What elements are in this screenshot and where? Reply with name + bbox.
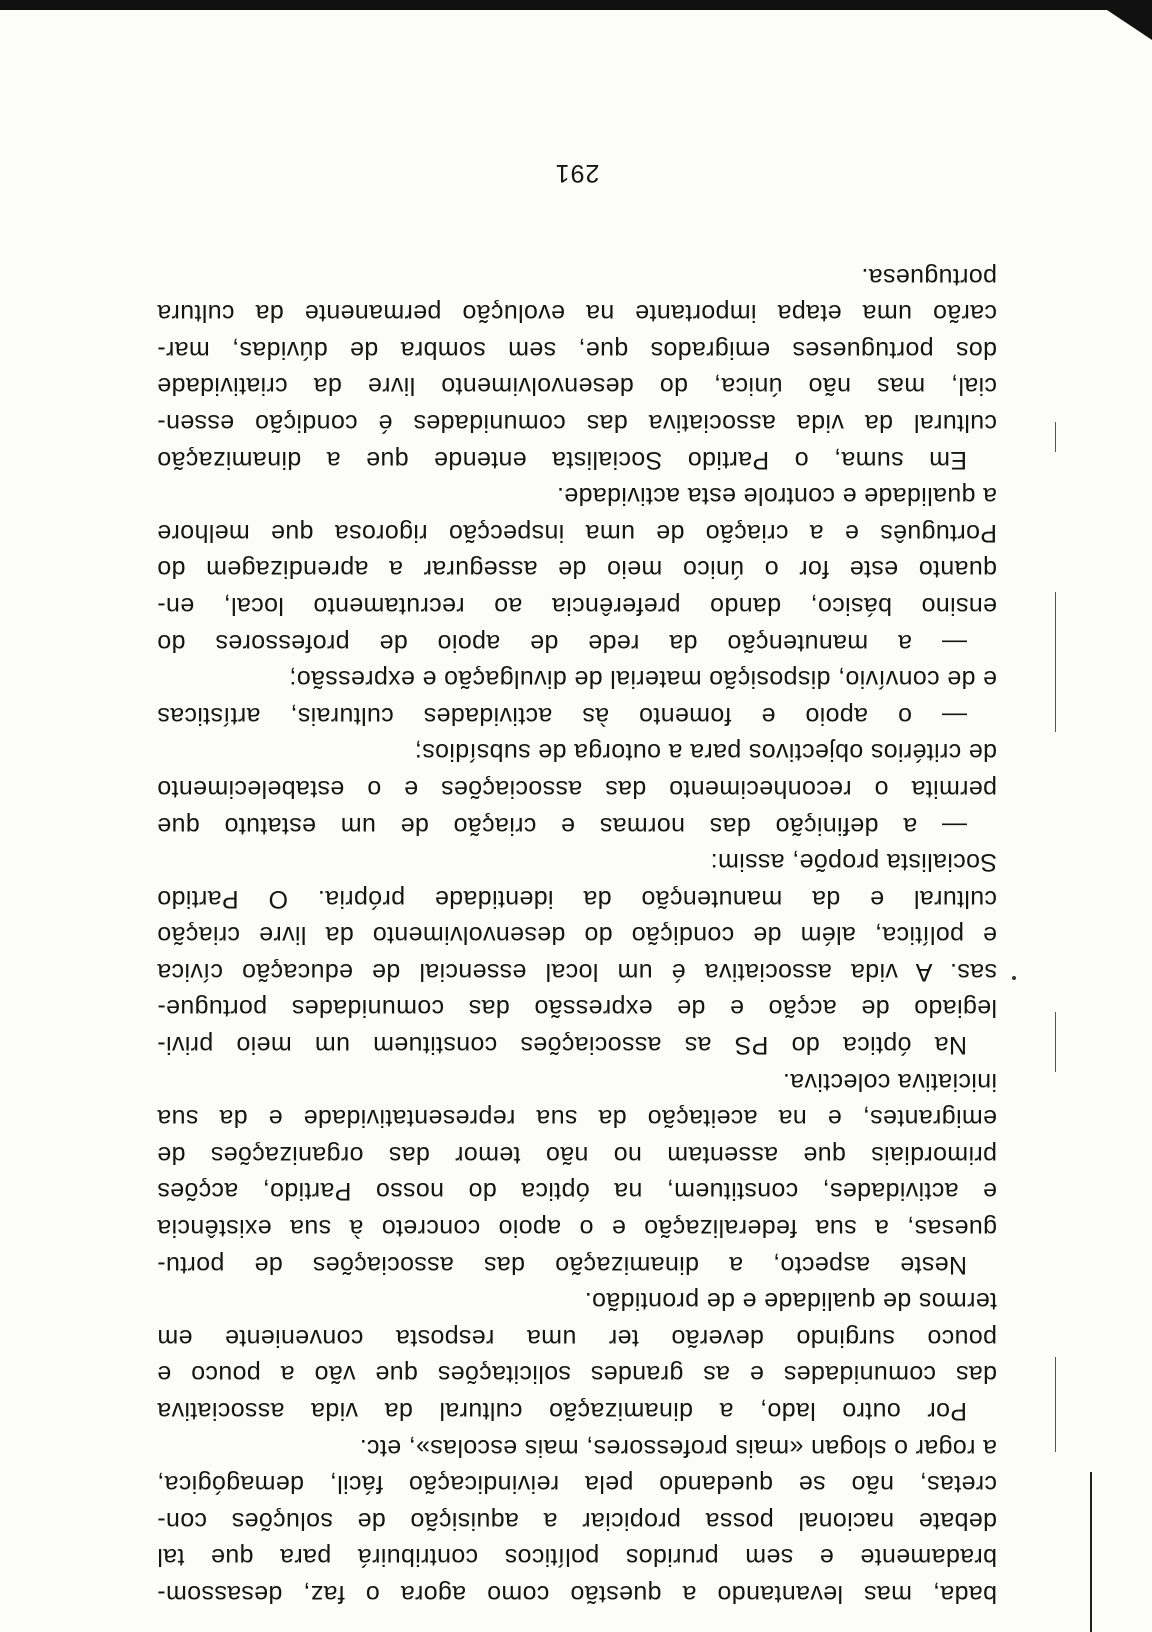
edge-mark [1055,592,1056,732]
text-line: — o apoio e fomento às actividades culturais, artísticas [157,701,967,730]
text-line: iniciativa colectiva. [782,1067,997,1096]
page-number: 291 [554,159,600,187]
text-line: emigrantes, e na aceitação da sua representatividade e da sua [157,1104,997,1133]
text-line: Por outro lado, a dinamização cultural da vida associativa [157,1397,967,1426]
text-line: cretas, não se quedando pela reivindicação fácil, demagógica, [157,1470,997,1499]
text-line: bradamente e sem pruridos políticos contribuirá para que tal [157,1543,997,1572]
text-line: termos de qualidade e de prontidão. [584,1287,997,1316]
text-line: Socialista propõe, assim: [710,848,997,877]
body-text [157,258,997,1612]
text-line: das comunidades e as grandes solicitações que vão a pouco e [157,1360,997,1389]
text-line: Na óptica do PS as associações constituem um meio privi- [157,1031,967,1060]
text-line: pouco surgindo deverão ter uma resposta conveniente em [157,1323,997,1352]
scan-edge-bar [0,0,1152,10]
text-line: debate nacional possa propiciar a aquisição de soluções con- [157,1506,997,1535]
text-line: carão uma etapa importante na evolução permanente da cultura [157,299,997,328]
text-line: e de convívio, disposição material de divulgação e expressão; [289,665,997,694]
edge-mark [1055,1012,1056,1072]
text-line: bada, mas levantando a questão como agora o faz, desassom- [157,1580,997,1608]
text-line: legiado de acção e de expressão das comunidades portugue- [157,994,997,1023]
text-line: a qualidade e controle esta actividade. [556,482,997,511]
text-line: primordiais que assentam no não temor das organizações de [157,1140,997,1169]
text-line: cultural da vida associativa das comunidades é condição essen- [157,409,997,437]
text-line: portuguesa. [861,262,997,291]
text-line: permita o reconhecimento das associações e o estabelecimento [157,774,997,803]
text-line: a rogar o slogan «mais professores, mais escolas», etc. [359,1433,997,1462]
binding-shadow-line [1090,1472,1092,1632]
text-line: quanto este for o único meio de assegurar a aprendizagem do [157,555,997,584]
text-line: — a definição das normas e criação de um estatuto que [157,811,967,840]
text-line: guesas, a sua federalização e o apoio concreto à sua existência [157,1214,997,1243]
text-line: Português e a criação de uma inspecção rigorosa que melhore [157,518,997,547]
text-line: cial, mas não única, do desenvolvimento livre da criatividade [157,372,997,401]
text-line: Neste aspecto, a dinamização das associações de portu- [157,1250,967,1279]
text-line: Em suma, o Partido Socialista entende que a dinamização [157,445,967,474]
text-line: cultural e da manutenção da identidade própria. O Partido [157,884,997,913]
scan-corner-shadow [1092,0,1152,40]
text-line: — a manutenção da rede de apoio de professores do [157,628,967,657]
text-line: e actividades, constituem, na óptica do nosso Partido, acções [157,1177,997,1206]
text-line: dos portugueses emigrados que, sem sombra de dúvidas, mar- [157,335,997,364]
text-line: de critérios objectivos para a outorga de subsídios; [414,738,997,767]
stray-mark [1012,976,1016,980]
text-line: sas. A vida associativa é um local essencial de educação cívica [157,957,997,986]
edge-mark [1055,422,1056,452]
edge-mark [1055,1357,1056,1452]
text-line: ensino básico, dando preferência ao recrutamento local, en- [157,591,997,620]
text-line: e política, além de condição do desenvolvimento da livre criação [157,921,997,950]
